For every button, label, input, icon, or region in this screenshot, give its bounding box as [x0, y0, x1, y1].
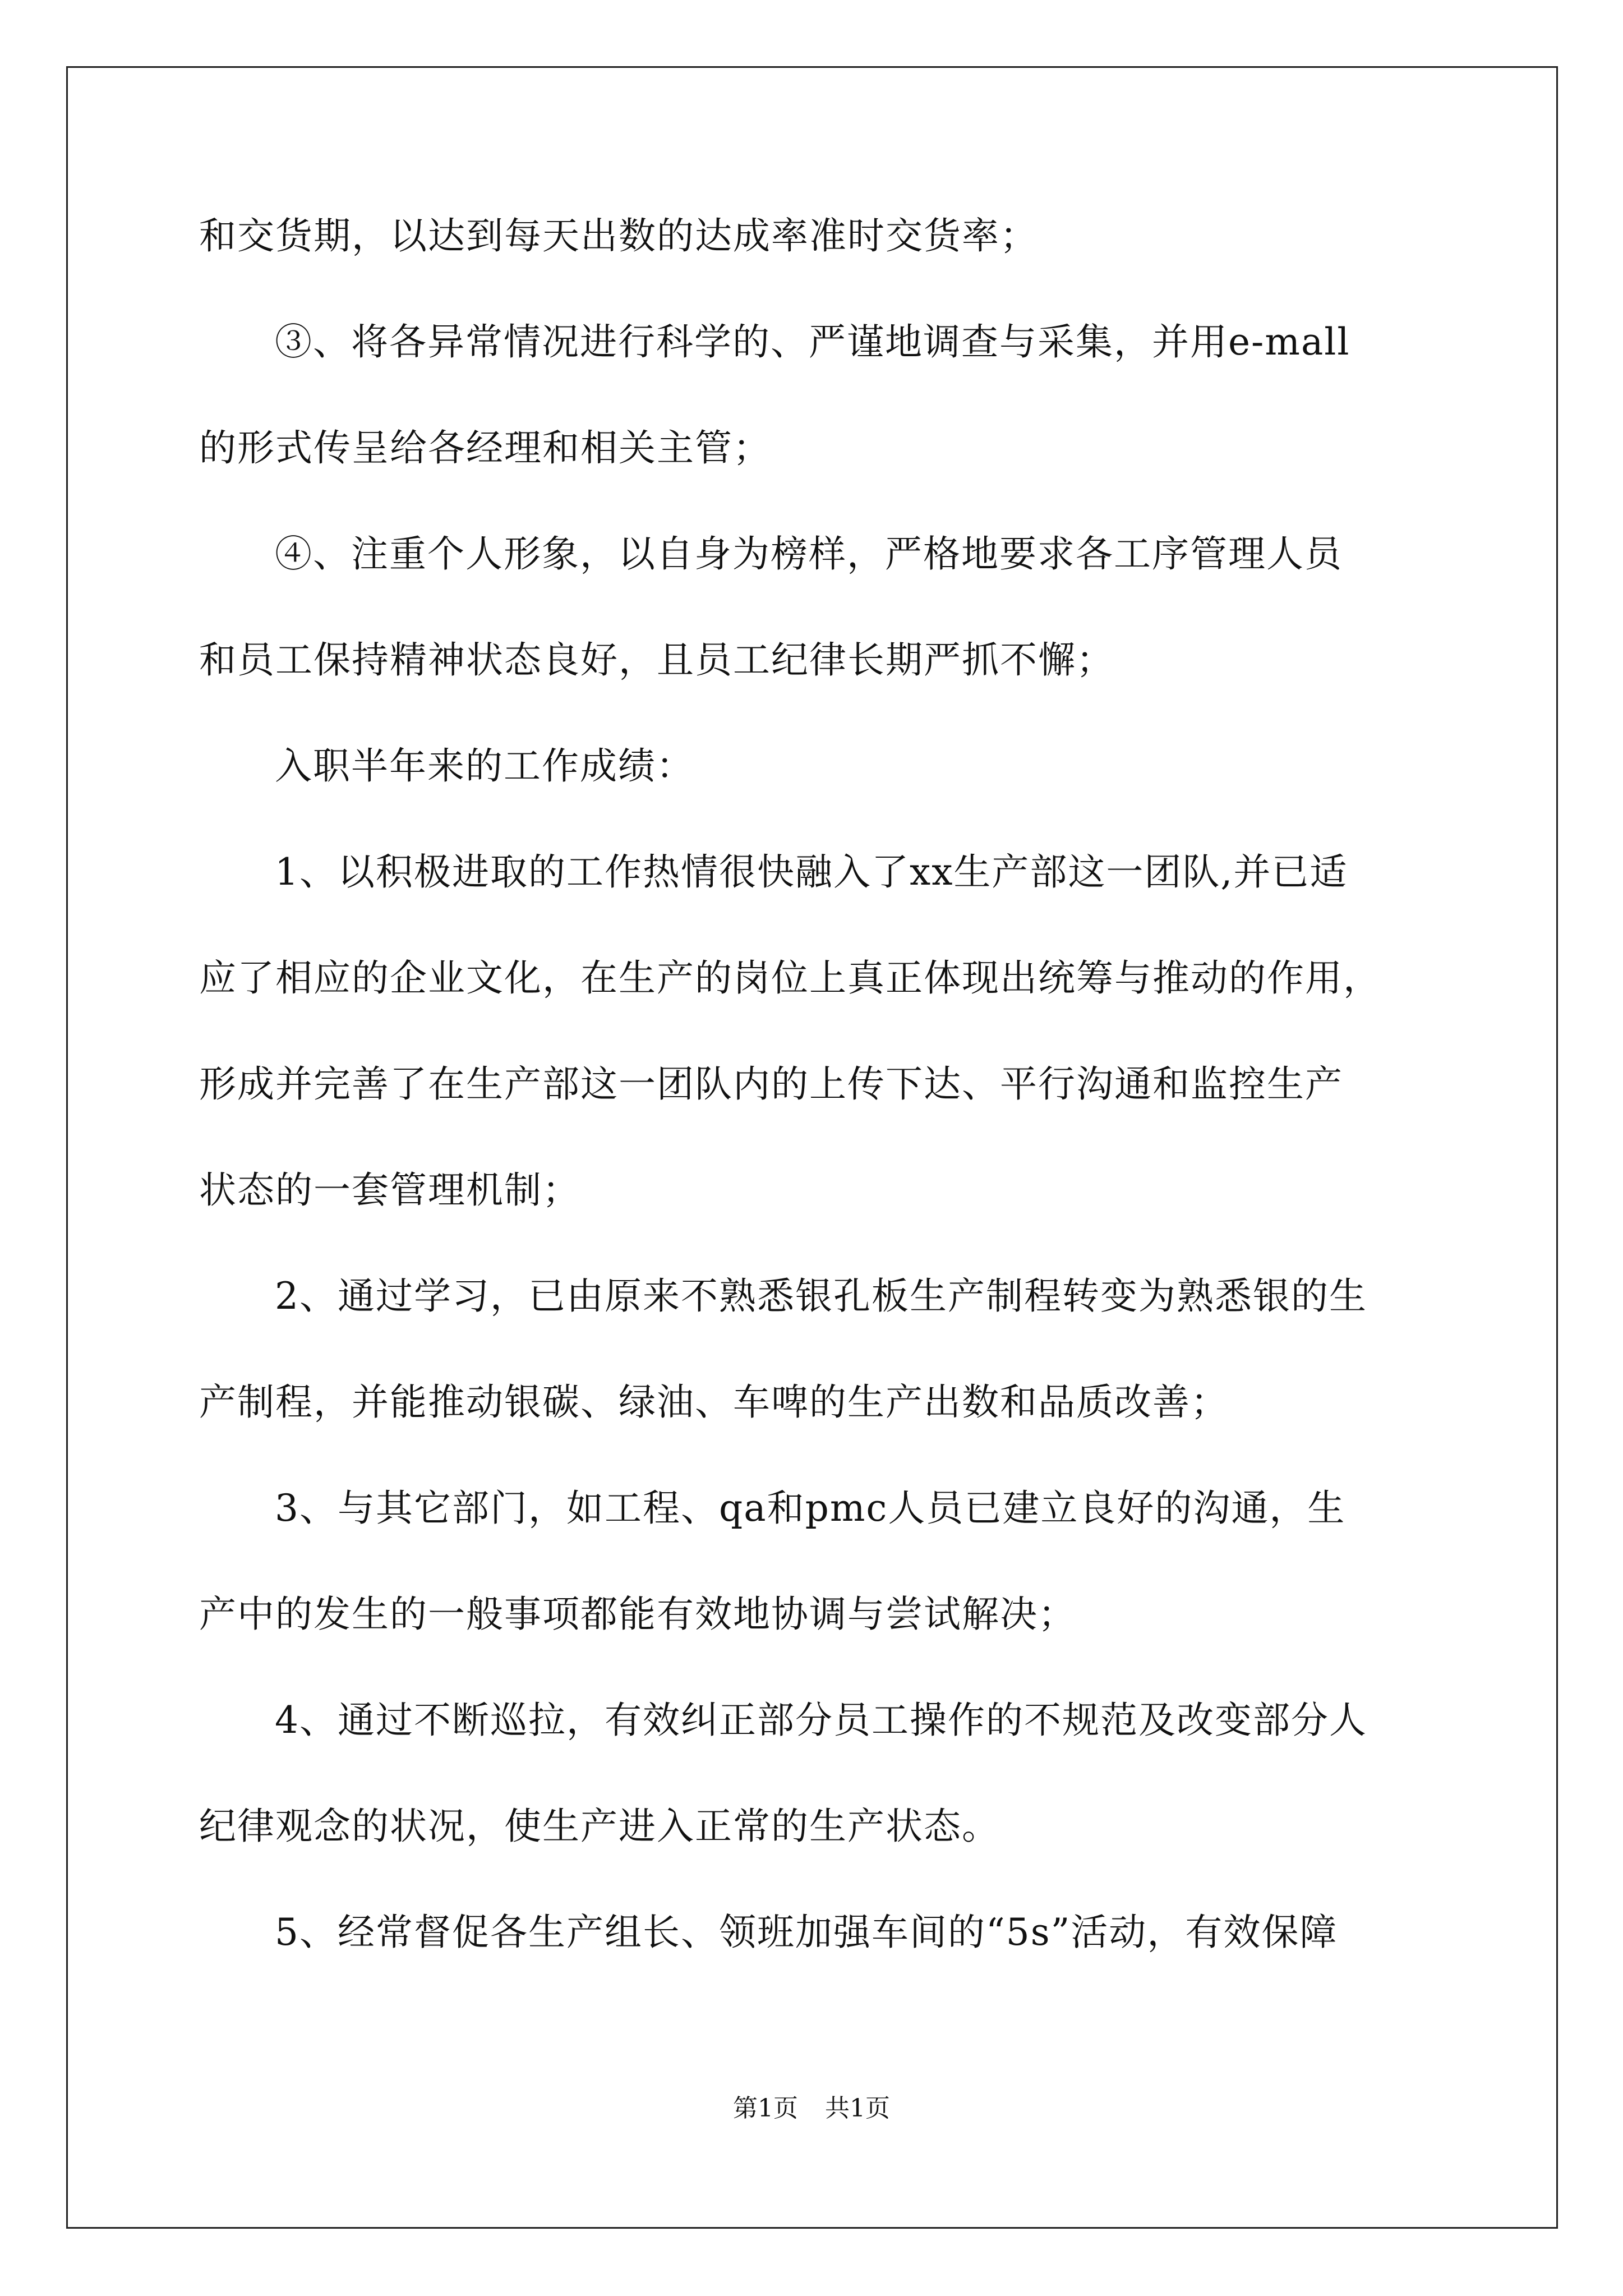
text-line: 产中的发生的一般事项都能有效地协调与尝试解决； — [199, 1593, 1076, 1636]
text-line: 产制程，并能推动银碳、绿油、车啤的生产出数和品质改善； — [199, 1381, 1229, 1424]
text-line: 纪律观念的状况，使生产进入正常的生产状态。 — [199, 1805, 1000, 1848]
text-line: 应了相应的企业文化，在生产的岗位上真正体现出统筹与推动的作用， — [199, 956, 1381, 1000]
text-line: ④、注重个人形象，以自身为榜样，严格地要求各工序管理人员 — [275, 532, 1343, 576]
section-heading: 入职半年来的工作成绩： — [275, 744, 694, 788]
document-body — [199, 214, 1433, 2020]
page-total: 共1页 — [825, 2094, 890, 2123]
page-footer — [0, 2096, 1623, 2121]
text-line: ③、将各异常情况进行科学的、严谨地调查与采集，并用e-mall — [275, 320, 1350, 364]
text-line: 和员工保持精神状态良好，且员工纪律长期严抓不懈； — [199, 638, 1114, 682]
text-line: 形成并完善了在生产部这一团队内的上传下达、平行沟通和监控生产 — [199, 1062, 1343, 1106]
text-line: 2、通过学习，已由原来不熟悉银孔板生产制程转变为熟悉银的生 — [275, 1274, 1367, 1318]
text-line: 和交货期，以达到每天出数的达成率准时交货率； — [199, 214, 1038, 257]
text-line: 1、以积极进取的工作热情很快融入了xx生产部这一团队,并已适 — [275, 850, 1348, 894]
text-line: 的形式传呈给各经理和相关主管； — [199, 426, 771, 470]
text-line: 5、经常督促各生产组长、领班加强车间的“5s”活动，有效保障 — [275, 1911, 1338, 1954]
page-number: 第1页 — [733, 2094, 798, 2123]
text-line: 状态的一套管理机制； — [199, 1168, 580, 1212]
text-line: 4、通过不断巡拉，有效纠正部分员工操作的不规范及改变部分人 — [275, 1699, 1367, 1742]
text-line: 3、与其它部门，如工程、qa和pmc人员已建立良好的沟通，生 — [275, 1487, 1346, 1530]
